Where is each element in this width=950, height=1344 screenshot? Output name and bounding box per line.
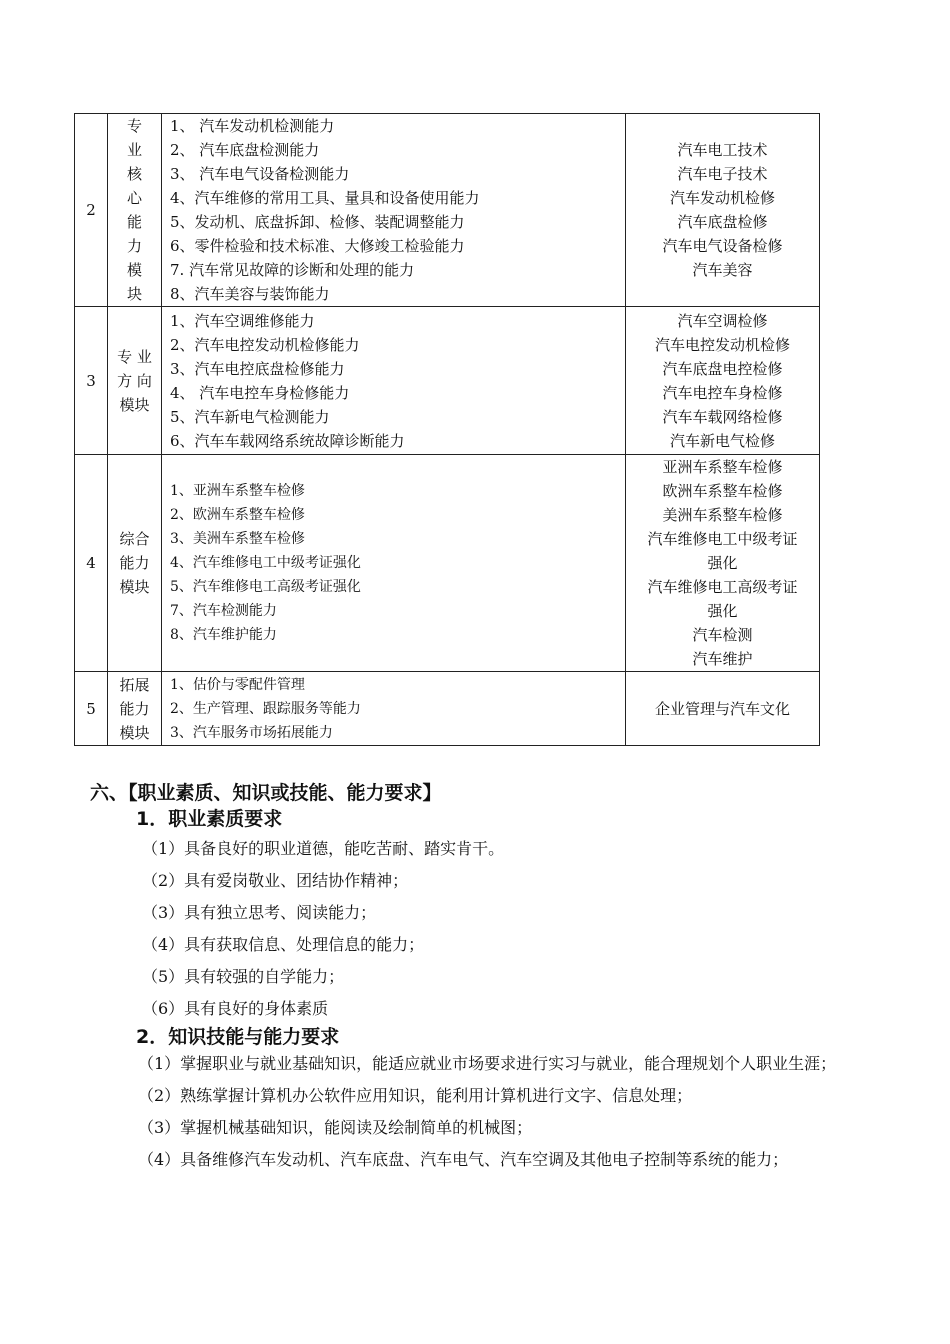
course-item: 汽车底盘电控检修: [662, 359, 783, 378]
ability-list: [162, 307, 626, 455]
module-name-line: 能力: [119, 699, 150, 718]
module-name-line: 模块: [119, 723, 150, 742]
course-list: [626, 455, 820, 672]
row-number: 5: [75, 672, 108, 746]
ability-item: 2、欧洲车系整车检修: [170, 507, 305, 523]
row-number: 2: [75, 114, 108, 307]
module-name-line: 专: [126, 117, 142, 135]
module-name-line: 心: [126, 189, 142, 207]
course-item: 汽车维护: [692, 650, 753, 668]
module-name-line: 模: [126, 261, 142, 279]
course-item: 汽车电控车身检修: [662, 383, 783, 402]
course-item: 亚洲车系整车检修: [662, 458, 783, 476]
ability-item: 4、汽车维修电工中级考证强化: [170, 555, 361, 571]
sub2-item: （2）熟练掌握计算机办公软件应用知识，能利用计算机进行文字、信息处理；: [138, 1086, 693, 1105]
course-item: 企业管理与汽车文化: [654, 699, 790, 718]
course-item: 汽车电气设备检修: [662, 237, 783, 255]
ability-item: 2、 汽车底盘检测能力: [170, 141, 320, 159]
module-row: [75, 672, 820, 746]
course-item: 汽车空调检修: [677, 311, 768, 330]
ability-item: 1、亚洲车系整车检修: [170, 483, 305, 499]
course-list: [626, 672, 820, 746]
ability-item: 7、汽车检测能力: [170, 603, 277, 619]
module-table-body: [75, 114, 820, 746]
ability-item: 4、 汽车电控车身检修能力: [170, 383, 350, 402]
ability-item: 2、生产管理、跟踪服务等能力: [170, 700, 361, 717]
module-name-line: 能: [126, 213, 142, 231]
course-item: 汽车检测: [692, 626, 753, 644]
subsection-title-1: 1．职业素质要求: [136, 808, 283, 830]
course-item: 强化: [707, 554, 738, 572]
course-item: 汽车车载网络检修: [662, 407, 783, 426]
ability-item: 6、零件检验和技术标准、大修竣工检验能力: [170, 237, 465, 255]
sub1-item: （2）具有爱岗敬业、团结协作精神；: [142, 871, 409, 890]
module-name: [108, 307, 162, 455]
course-item: 汽车电工技术: [677, 141, 768, 159]
module-name-line: 拓展: [119, 675, 150, 694]
module-name-line: 能力: [119, 554, 150, 572]
module-name-line: 综合: [119, 530, 150, 548]
ability-item: 8、汽车维护能力: [170, 627, 277, 643]
module-name-line: 专 业: [117, 347, 152, 366]
ability-item: 6、汽车车载网络系统故障诊断能力: [170, 431, 405, 450]
ability-list: [162, 672, 626, 746]
course-list: [626, 307, 820, 455]
ability-item: 1、 汽车发动机检测能力: [170, 117, 335, 135]
module-name: [108, 114, 162, 307]
module-name-line: 模块: [119, 395, 150, 414]
module-row: [75, 114, 820, 307]
course-item: 汽车维修电工中级考证: [647, 530, 798, 548]
ability-item: 3、 汽车电气设备检测能力: [170, 165, 350, 183]
sub2-item: （4）具备维修汽车发动机、汽车底盘、汽车电气、汽车空调及其他电子控制等系统的能力；: [138, 1150, 789, 1169]
subsection-title-2: 2．知识技能与能力要求: [136, 1026, 340, 1048]
module-name-line: 模块: [119, 578, 150, 596]
ability-item: 3、美洲车系整车检修: [170, 531, 305, 547]
ability-list: [162, 455, 626, 672]
ability-item: 5、汽车维修电工高级考证强化: [170, 579, 361, 595]
course-item: 强化: [707, 602, 738, 620]
module-name-line: 核: [126, 165, 142, 183]
course-item: 汽车美容: [692, 261, 753, 279]
course-item: 汽车发动机检修: [669, 189, 775, 207]
section-title: 六、【职业素质、知识或技能、能力要求】: [90, 782, 442, 804]
module-row: [75, 455, 820, 672]
module-name: [108, 672, 162, 746]
sub2-item: （3）掌握机械基础知识，能阅读及绘制简单的机械图；: [138, 1118, 533, 1137]
ability-item: 1、估价与零配件管理: [170, 676, 305, 693]
ability-item: 5、汽车新电气检测能力: [170, 407, 330, 426]
course-list: [626, 114, 820, 307]
sub1-item: （3）具有独立思考、阅读能力；: [142, 903, 377, 922]
course-item: 汽车电控发动机检修: [654, 335, 790, 354]
ability-item: 5、发动机、底盘拆卸、检修、装配调整能力: [170, 213, 465, 231]
sub1-list: [142, 833, 917, 1025]
module-name-line: 业: [126, 141, 142, 159]
course-item: 汽车新电气检修: [669, 431, 775, 450]
sub1-item: （4）具有获取信息、处理信息的能力；: [142, 935, 425, 954]
module-name: [108, 455, 162, 672]
course-item: 汽车电子技术: [677, 165, 768, 183]
module-name-line: 块: [126, 285, 142, 303]
ability-item: 4、汽车维修的常用工具、量具和设备使用能力: [170, 189, 480, 207]
course-item: 欧洲车系整车检修: [662, 482, 783, 500]
ability-item: 2、汽车电控发动机检修能力: [170, 335, 360, 354]
module-name-line: 方 向: [117, 371, 152, 390]
sub2-list: [90, 1048, 865, 1176]
row-number: 3: [75, 307, 108, 455]
ability-list: [162, 114, 626, 307]
module-row: [75, 307, 820, 455]
row-number: 4: [75, 455, 108, 672]
ability-item: 1、汽车空调维修能力: [170, 311, 315, 330]
sub1-item: （1）具备良好的职业道德，能吃苦耐、踏实肯干。: [142, 839, 505, 858]
ability-item: 3、汽车电控底盘检修能力: [170, 359, 345, 378]
ability-item: 7. 汽车常见故障的诊断和处理的能力: [170, 261, 415, 279]
course-item: 美洲车系整车检修: [662, 506, 783, 524]
module-table: [74, 113, 820, 746]
course-item: 汽车底盘检修: [677, 213, 768, 231]
module-name-line: 力: [126, 237, 142, 255]
sub1-item: （5）具有较强的自学能力；: [142, 967, 345, 986]
sub2-item: （1）掌握职业与就业基础知识，能适应就业市场要求进行实习与就业，能合理规划个人职业生涯；: [138, 1054, 837, 1073]
sub1-item: （6）具有良好的身体素质: [142, 999, 329, 1018]
ability-item: 8、汽车美容与装饰能力: [170, 285, 330, 303]
ability-item: 3、汽车服务市场拓展能力: [170, 724, 333, 741]
course-item: 汽车维修电工高级考证: [647, 578, 798, 596]
